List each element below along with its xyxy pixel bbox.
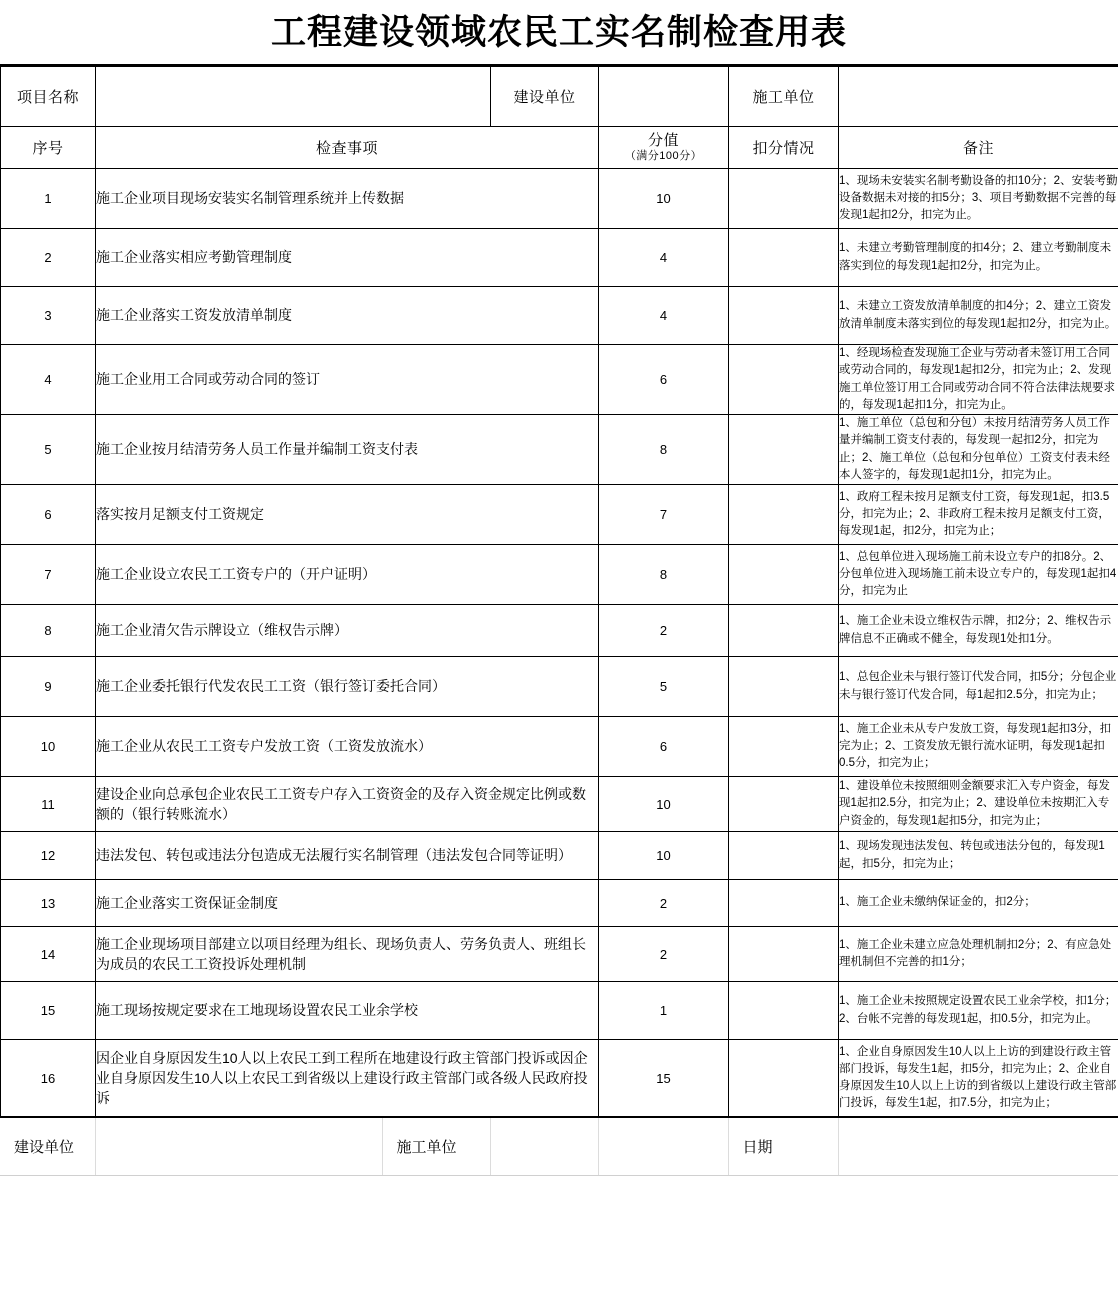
row-remark: 1、施工企业未缴纳保证金的，扣2分； <box>839 880 1118 927</box>
row-remark: 1、未建立考勤管理制度的扣4分；2、建立考勤制度未落实到位的每发现1起扣2分，扣完为止。 <box>839 229 1118 287</box>
footer-signature-strip <box>0 1117 1118 1176</box>
row-remark: 1、施工企业未按照规定设置农民工业余学校，扣1分；2、台帐不完善的每发现1起，扣0.5分，扣完为止。 <box>839 982 1118 1040</box>
row-score: 2 <box>599 927 729 982</box>
row-deduction[interactable] <box>729 832 839 880</box>
contractor-unit-value[interactable] <box>839 67 1118 127</box>
row-deduction[interactable] <box>729 415 839 485</box>
footer-row <box>0 1118 1118 1175</box>
row-score: 10 <box>599 169 729 229</box>
row-score: 15 <box>599 1040 729 1117</box>
row-item: 施工企业现场项目部建立以项目经理为组长、现场负责人、劳务负责人、班组长为成员的农民工工资投诉处理机制 <box>96 927 599 982</box>
row-item: 施工企业项目现场安装实名制管理系统并上传数据 <box>96 169 599 229</box>
row-score: 6 <box>599 717 729 777</box>
row-deduction[interactable] <box>729 1040 839 1117</box>
row-score: 7 <box>599 485 729 545</box>
row-score: 5 <box>599 657 729 717</box>
row-deduction[interactable] <box>729 229 839 287</box>
row-item: 违法发包、转包或违法分包造成无法履行实名制管理（违法发包合同等证明） <box>96 832 599 880</box>
row-remark: 1、总包单位进入现场施工前未设立专户的扣8分。2、分包单位进入现场施工前未设立专户的，每发现1起扣4分，扣完为止 <box>839 545 1118 605</box>
row-item: 落实按月足额支付工资规定 <box>96 485 599 545</box>
row-remark: 1、建设单位未按照细则金额要求汇入专户资金，每发现1起扣2.5分，扣完为止；2、建设单位未按期汇入专户资金的，每发现1起扣5分，扣完为止； <box>839 777 1118 832</box>
table-row <box>1 545 1118 605</box>
row-score: 6 <box>599 345 729 415</box>
table-row <box>1 169 1118 229</box>
table-row <box>1 717 1118 777</box>
row-score: 8 <box>599 415 729 485</box>
score-head-main: 分值 <box>647 131 679 149</box>
row-deduction[interactable] <box>729 485 839 545</box>
row-deduction[interactable] <box>729 927 839 982</box>
title-band <box>0 0 1118 66</box>
table-body <box>1 169 1118 1117</box>
table-row <box>1 415 1118 485</box>
row-deduction[interactable] <box>729 605 839 657</box>
row-score: 8 <box>599 545 729 605</box>
table-row <box>1 657 1118 717</box>
row-index: 13 <box>1 880 96 927</box>
row-score: 4 <box>599 229 729 287</box>
row-deduction[interactable] <box>729 287 839 345</box>
inspection-table <box>0 66 1118 1117</box>
row-index: 6 <box>1 485 96 545</box>
table-row <box>1 345 1118 415</box>
row-remark: 1、经现场检查发现施工企业与劳动者未签订用工合同或劳动合同的，每发现1起扣2分，扣完为止；2、发现施工单位签订用工合同或劳动合同不符合法律法规要求的，每发现1起扣1分，扣完为止。 <box>839 345 1118 415</box>
row-remark: 1、政府工程未按月足额支付工资，每发现1起，扣3.5分，扣完为止；2、非政府工程未按月足额支付工资，每发现1起，扣2分，扣完为止； <box>839 485 1118 545</box>
row-deduction[interactable] <box>729 169 839 229</box>
footer-date-value[interactable] <box>838 1118 1118 1175</box>
table-row <box>1 605 1118 657</box>
row-deduction[interactable] <box>729 777 839 832</box>
row-item: 施工企业落实工资发放清单制度 <box>96 287 599 345</box>
row-remark: 1、总包企业未与银行签订代发合同，扣5分；分包企业未与银行签订代发合同，每1起扣2.5分，扣完为止； <box>839 657 1118 717</box>
table-row <box>1 287 1118 345</box>
footer-spacer-cell <box>598 1118 728 1175</box>
row-score: 10 <box>599 777 729 832</box>
row-deduction[interactable] <box>729 982 839 1040</box>
row-index: 7 <box>1 545 96 605</box>
row-index: 12 <box>1 832 96 880</box>
table-row <box>1 982 1118 1040</box>
row-item: 施工企业清欠告示牌设立（维权告示牌） <box>96 605 599 657</box>
column-header-row <box>1 127 1118 169</box>
row-item: 施工现场按规定要求在工地现场设置农民工业余学校 <box>96 982 599 1040</box>
row-remark: 1、施工企业未从专户发放工资，每发现1起扣3分，扣完为止；2、工资发放无银行流水证明，每发现1起扣0.5分，扣完为止； <box>839 717 1118 777</box>
row-remark: 1、现场未安装实名制考勤设备的扣10分；2、安装考勤设备数据未对接的扣5分；3、项目考勤数据不完善的每发现1起扣2分，扣完为止。 <box>839 169 1118 229</box>
table-row <box>1 832 1118 880</box>
row-item: 建设企业向总承包企业农民工工资专户存入工资资金的及存入资金规定比例或数额的（银行转账流水） <box>96 777 599 832</box>
row-item: 施工企业从农民工工资专户发放工资（工资发放流水） <box>96 717 599 777</box>
row-deduction[interactable] <box>729 545 839 605</box>
page-title: 工程建设领域农民工实名制检查用表 <box>270 12 847 52</box>
construction-unit-label: 建设单位 <box>491 67 599 127</box>
row-score: 1 <box>599 982 729 1040</box>
column-header-score <box>599 127 729 169</box>
row-index: 1 <box>1 169 96 229</box>
row-index: 14 <box>1 927 96 982</box>
table-row <box>1 485 1118 545</box>
footer-table <box>0 1118 1118 1175</box>
row-item: 施工企业用工合同或劳动合同的签订 <box>96 345 599 415</box>
column-header-remark: 备注 <box>839 127 1118 169</box>
row-index: 15 <box>1 982 96 1040</box>
footer-contractor-unit-value[interactable] <box>490 1118 598 1175</box>
row-index: 8 <box>1 605 96 657</box>
row-item: 施工企业按月结清劳务人员工作量并编制工资支付表 <box>96 415 599 485</box>
footer-construction-unit-value[interactable] <box>95 1118 382 1175</box>
footer-date-label: 日期 <box>728 1118 838 1175</box>
row-score: 2 <box>599 880 729 927</box>
row-deduction[interactable] <box>729 657 839 717</box>
row-index: 9 <box>1 657 96 717</box>
project-name-value[interactable] <box>96 67 491 127</box>
table-row <box>1 1040 1118 1117</box>
row-index: 16 <box>1 1040 96 1117</box>
column-header-item: 检查事项 <box>96 127 599 169</box>
info-row <box>1 67 1118 127</box>
table-row <box>1 777 1118 832</box>
column-header-deduction: 扣分情况 <box>729 127 839 169</box>
row-remark: 1、施工单位（总包和分包）未按月结清劳务人员工作量并编制工资支付表的，每发现一起扣2分，扣完为止；2、施工单位（总包和分包单位）工资支付表未经本人签字的，每发现1起扣1分，扣完为止。 <box>839 415 1118 485</box>
row-remark: 1、企业自身原因发生10人以上上访的到建设行政主管部门投诉，每发生1起，扣5分，扣完为止；2、企业自身原因发生10人以上上访的到省级以上建设行政主管部门投诉，每发生1起，扣7.5分，扣完为止； <box>839 1040 1118 1117</box>
row-remark: 1、施工企业未设立维权告示牌，扣2分；2、维权告示牌信息不正确或不健全，每发现1处扣1分。 <box>839 605 1118 657</box>
row-index: 10 <box>1 717 96 777</box>
row-remark: 1、未建立工资发放清单制度的扣4分；2、建立工资发放清单制度未落实到位的每发现1起扣2分，扣完为止。 <box>839 287 1118 345</box>
row-score: 4 <box>599 287 729 345</box>
table-row <box>1 927 1118 982</box>
row-remark: 1、施工企业未建立应急处理机制扣2分；2、有应急处理机制但不完善的扣1分； <box>839 927 1118 982</box>
column-header-index: 序号 <box>1 127 96 169</box>
row-index: 3 <box>1 287 96 345</box>
row-deduction[interactable] <box>729 717 839 777</box>
row-deduction[interactable] <box>729 880 839 927</box>
row-item: 因企业自身原因发生10人以上农民工到工程所在地建设行政主管部门投诉或因企业自身原因发生10人以上农民工到省级以上建设行政主管部门或各级人民政府投诉 <box>96 1040 599 1117</box>
footer-construction-unit-label: 建设单位 <box>0 1118 95 1175</box>
row-item: 施工企业落实工资保证金制度 <box>96 880 599 927</box>
row-index: 4 <box>1 345 96 415</box>
row-deduction[interactable] <box>729 345 839 415</box>
row-score: 10 <box>599 832 729 880</box>
row-item: 施工企业落实相应考勤管理制度 <box>96 229 599 287</box>
row-index: 2 <box>1 229 96 287</box>
footer-contractor-unit-label: 施工单位 <box>382 1118 490 1175</box>
project-name-label: 项目名称 <box>1 67 96 127</box>
table-row <box>1 880 1118 927</box>
row-index: 5 <box>1 415 96 485</box>
construction-unit-value[interactable] <box>599 67 729 127</box>
row-remark: 1、现场发现违法发包、转包或违法分包的，每发现1起，扣5分，扣完为止； <box>839 832 1118 880</box>
score-head-sub: （满分100分） <box>624 149 703 162</box>
row-item: 施工企业设立农民工工资专户的（开户证明） <box>96 545 599 605</box>
row-score: 2 <box>599 605 729 657</box>
contractor-unit-label: 施工单位 <box>729 67 839 127</box>
row-item: 施工企业委托银行代发农民工工资（银行签订委托合同） <box>96 657 599 717</box>
row-index: 11 <box>1 777 96 832</box>
table-row <box>1 229 1118 287</box>
